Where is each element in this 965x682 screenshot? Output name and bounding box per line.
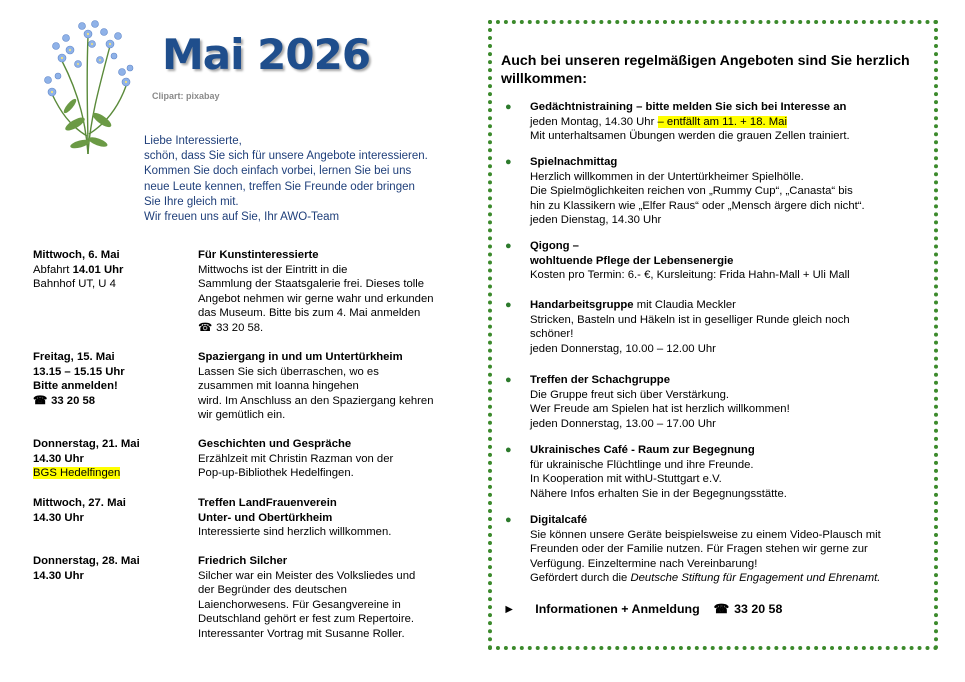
event-title: Geschichten und Gespräche — [198, 438, 352, 450]
offer-title-line — [530, 298, 930, 313]
offer-body — [530, 373, 930, 431]
event-line: Deutschland gehört er fest zum Repertoire. — [198, 613, 415, 626]
offer-line: Mit unterhaltsamen Übungen werden die grauen Zellen trainiert. — [530, 130, 850, 143]
event-when — [33, 437, 193, 481]
page-title: Mai 2026 — [162, 30, 371, 79]
clipart-credit: Clipart: pixabay — [152, 91, 220, 101]
bullet-icon: ● — [505, 299, 512, 311]
intro-line: Sie Ihre gleich mit. — [144, 195, 239, 208]
event-line: wird. Im Anschluss an den Spaziergang kehren — [198, 394, 434, 407]
event-description — [198, 554, 473, 642]
bullet-icon: ● — [505, 444, 512, 456]
event-line: Interessierte sind herzlich willkommen. — [198, 526, 392, 539]
event-line: das Museum. Bitte bis zum 4. Mai anmelden — [198, 307, 421, 320]
bullet-icon: ● — [505, 101, 512, 113]
event-line: Laienchorwesens. Für Gesangvereine in — [198, 598, 401, 611]
offer-line: jeden Donnerstag, 13.00 – 17.00 Uhr — [530, 417, 716, 430]
event-time: 13.15 – 15.15 Uhr — [33, 365, 125, 378]
event-line: wir gemütlich ein. — [198, 409, 286, 422]
event-when — [33, 496, 193, 525]
event-subtitle: Unter- und Obertürkheim — [198, 511, 333, 524]
event-date: Donnerstag, 28. Mai — [33, 555, 140, 567]
arrow-right-icon: ► — [503, 602, 516, 616]
offer-line: für ukrainische Flüchtlinge und ihre Freunde. — [530, 458, 754, 471]
event-line: der Begründer des deutschen — [198, 584, 347, 597]
offer-line: hin zu Klassikern wie „Elfer Raus“ oder „Mensch ärgere dich nicht“. — [530, 199, 865, 212]
offer-line: Nähere Infos erhalten Sie in der Begegnungsstätte. — [530, 487, 787, 500]
event-line: Erzählzeit mit Christin Razman von der — [198, 452, 394, 465]
offer-body — [530, 513, 930, 586]
intro-line: schön, dass Sie sich für unsere Angebote interessieren. — [144, 150, 428, 163]
event-line: Interessanter Vortrag mit Susanne Roller. — [198, 627, 405, 640]
offer-line: Herzlich willkommen in der Untertürkheimer Spielhölle. — [530, 170, 804, 183]
offer-line: Verfügung. Einzeltermine nach Vereinbarung! — [530, 557, 758, 570]
event-title: Friedrich Silcher — [198, 555, 288, 567]
event-title: Für Kunstinteressierte — [198, 249, 319, 261]
offers-heading: Auch bei unseren regelmäßigen Angeboten sind Sie herzlich willkommen: — [501, 53, 910, 87]
contact-footer — [503, 601, 782, 616]
offer-title: Qigong – — [530, 240, 579, 252]
event-time: 14.30 Uhr — [33, 452, 84, 465]
offer-body — [530, 443, 930, 501]
offer-line: Die Spielmöglichkeiten reichen von „Rummy Cup“, „Canasta“ bis — [530, 185, 853, 198]
intro-line: Kommen Sie doch einfach vorbei, lernen Sie bei uns — [144, 165, 412, 178]
event-line: Angebot nehmen wir gerne wahr und erkunden — [198, 292, 434, 305]
offer-line: In Kooperation mit withU-Stuttgart e.V. — [530, 473, 722, 486]
offer-line: Stricken, Basteln und Häkeln ist in geselliger Runde gleich noch — [530, 313, 850, 326]
event-description — [198, 496, 473, 540]
offer-line: Die Gruppe freut sich über Verstärkung. — [530, 388, 730, 401]
event-time-prefix: Abfahrt — [33, 263, 73, 276]
footer-label: Informationen + Anmeldung — [535, 602, 700, 616]
offer-title: Spielnachmittag — [530, 156, 618, 168]
event-time-value: 14.01 Uhr — [72, 263, 124, 276]
offer-line: Sie können unsere Geräte beispielsweise zu einem Video-Plausch mit — [530, 528, 881, 541]
offer-line: schöner! — [530, 328, 574, 341]
offer-subtitle: wohltuende Pflege der Lebensenergie — [530, 254, 734, 267]
event-line: zusammen mit Ioanna hingehen — [198, 380, 359, 393]
event-place-highlight: BGS Hedelfingen — [33, 467, 121, 480]
event-description — [198, 248, 473, 336]
offer-body — [530, 239, 930, 283]
event-line: Mittwochs ist der Eintritt in die — [198, 263, 348, 276]
event-time: 14.30 Uhr — [33, 511, 84, 524]
event-description — [198, 350, 473, 423]
bullet-icon: ● — [505, 240, 512, 252]
event-date: Freitag, 15. Mai — [33, 351, 115, 363]
intro-text — [144, 134, 474, 225]
offer-title: Handarbeitsgruppe — [530, 299, 634, 311]
offer-title: Ukrainisches Café - Raum zur Begegnung — [530, 444, 755, 456]
event-phone: ☎ 33 20 58 — [33, 394, 193, 409]
event-line: Sammlung der Staatsgalerie frei. Dieses tolle — [198, 278, 425, 291]
forget-me-not-clipart — [40, 16, 136, 156]
event-when — [33, 350, 193, 408]
offer-line: Kosten pro Termin: 6.- €, Kursleitung: Frida Hahn-Mall + Uli Mall — [530, 269, 850, 282]
event-title: Spaziergang in und um Untertürkheim — [198, 351, 403, 363]
event-time: 14.30 Uhr — [33, 569, 84, 582]
offer-body — [530, 298, 930, 356]
offer-line: Freunden oder der Familie nutzen. Für Fragen stehen wir gerne zur — [530, 543, 868, 556]
bullet-icon: ● — [505, 514, 512, 526]
event-time — [33, 263, 193, 278]
event-when — [33, 554, 193, 583]
event-place: Bahnhof UT, U 4 — [33, 278, 116, 291]
offer-title-rest: mit Claudia Meckler — [633, 299, 736, 311]
event-date: Mittwoch, 27. Mai — [33, 497, 126, 509]
event-when — [33, 248, 193, 292]
event-line: Lassen Sie sich überraschen, wo es — [198, 365, 379, 378]
intro-line: Wir freuen uns auf Sie, Ihr AWO-Team — [144, 211, 340, 224]
offer-schedule — [530, 115, 930, 130]
offer-title: Digitalcafé — [530, 514, 588, 526]
event-description — [198, 437, 473, 481]
bullet-icon: ● — [505, 374, 512, 386]
offer-line: jeden Dienstag, 14.30 Uhr — [530, 214, 662, 227]
event-line: Pop-up-Bibliothek Hedelfingen. — [198, 467, 354, 480]
event-date: Donnerstag, 21. Mai — [33, 438, 140, 450]
offer-schedule-text: jeden Montag, 14.30 Uhr — [530, 115, 658, 128]
event-place — [33, 466, 193, 481]
offer-title: Gedächtnistraining – bitte melden Sie sich bei Interesse an — [530, 101, 847, 113]
offer-line: jeden Donnerstag, 10.00 – 12.00 Uhr — [530, 342, 716, 355]
intro-line: Liebe Interessierte, — [144, 135, 242, 147]
event-line: Silcher war ein Meister des Volksliedes und — [198, 569, 416, 582]
offer-body — [530, 155, 930, 228]
event-note: Bitte anmelden! — [33, 380, 118, 393]
offer-funding-name: Deutsche Stiftung für Engagement und Ehrenamt. — [630, 572, 881, 585]
event-title: Treffen LandFrauenverein — [198, 497, 337, 509]
offer-funding-prefix: Gefördert durch die — [530, 572, 631, 585]
bullet-icon: ● — [505, 156, 512, 168]
offer-line: Wer Freude am Spielen hat ist herzlich willkommen! — [530, 403, 790, 416]
offer-body — [530, 100, 930, 144]
intro-line: neue Leute kennen, treffen Sie Freunde oder bringen — [144, 180, 415, 193]
offer-schedule-note: – entfällt am 11. + 18. Mai — [657, 115, 787, 128]
offer-title: Treffen der Schachgruppe — [530, 374, 670, 386]
event-phone: ☎ 33 20 58. — [198, 321, 473, 336]
footer-phone: ☎ 33 20 58 — [714, 602, 783, 616]
event-date: Mittwoch, 6. Mai — [33, 249, 120, 261]
offer-funding — [530, 571, 930, 586]
